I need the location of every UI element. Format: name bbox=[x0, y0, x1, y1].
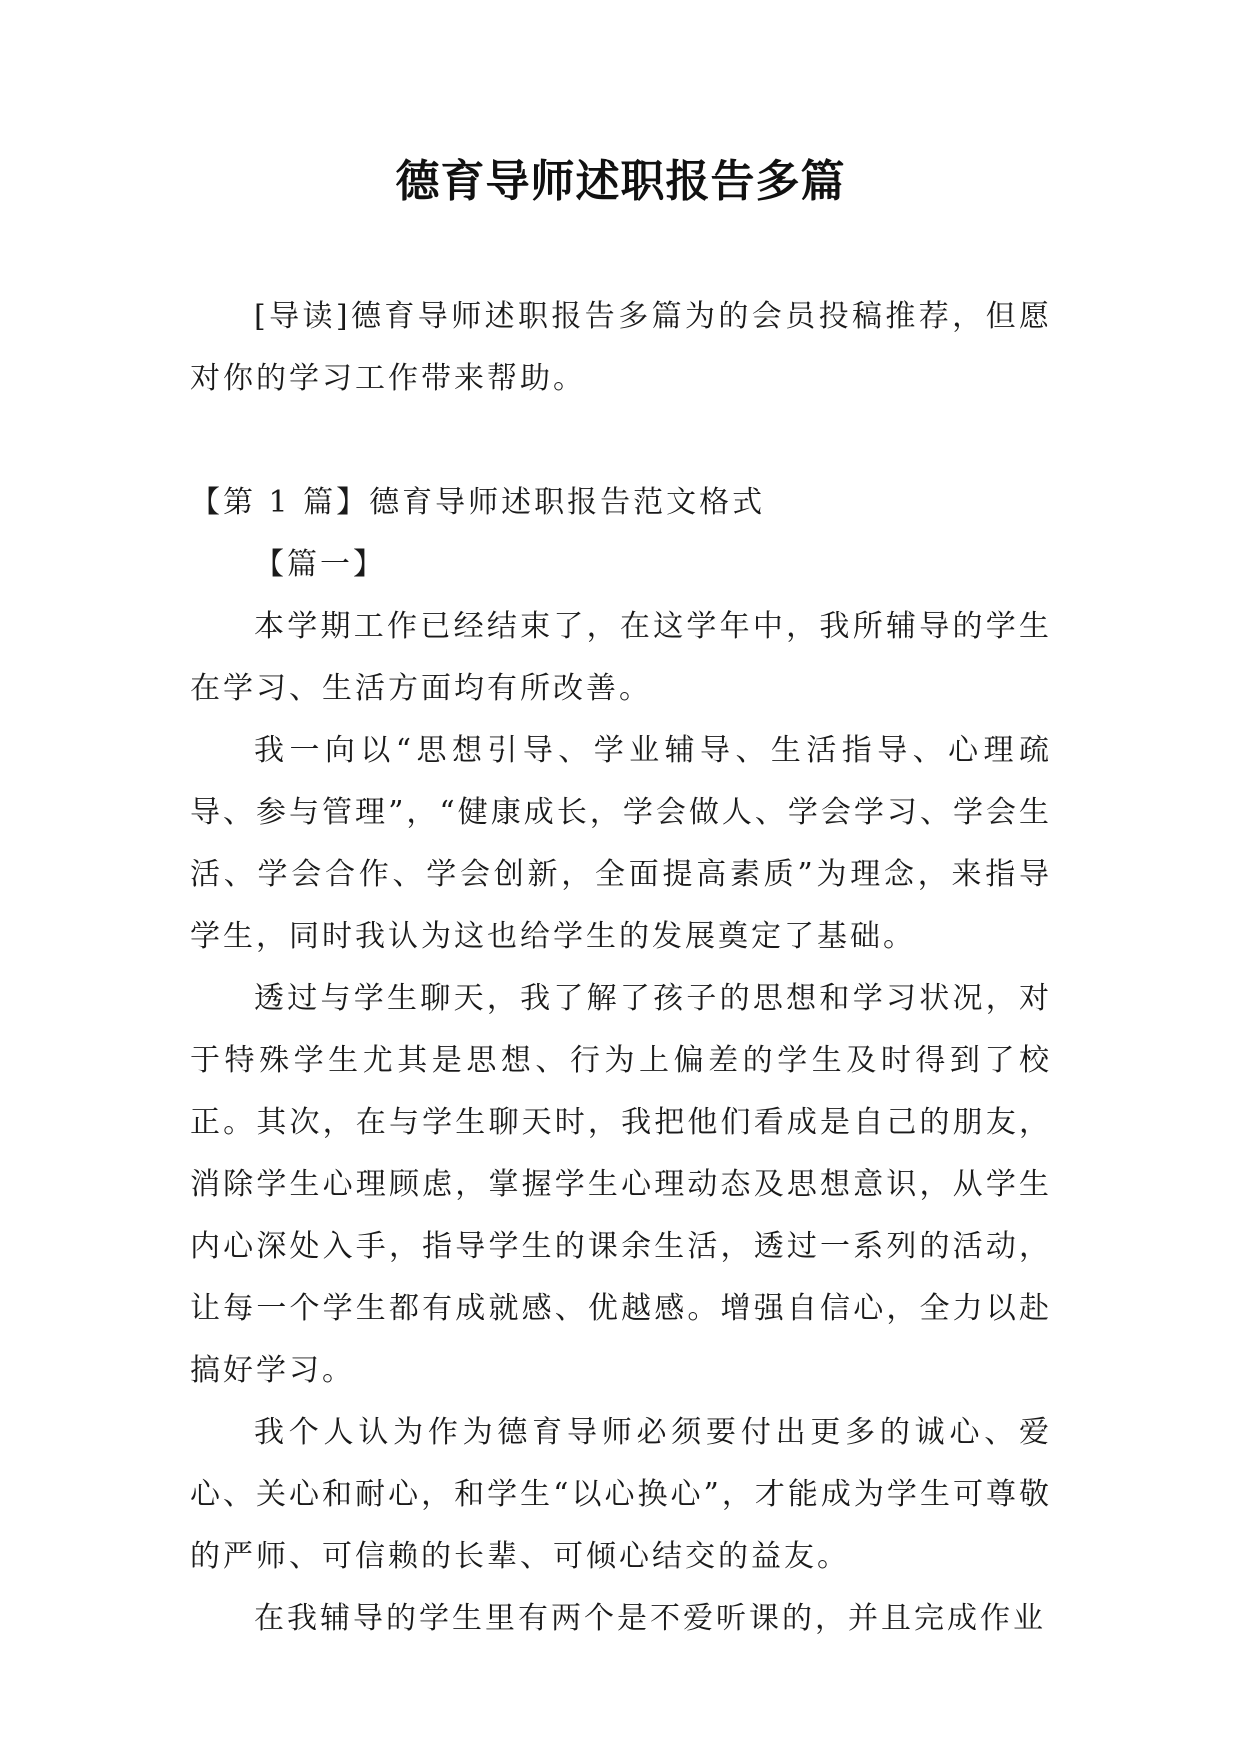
body-paragraph: 透过与学生聊天，我了解了孩子的思想和学习状况，对于特殊学生尤其是思想、行为上偏差的学生及时得到了校正。其次，在与学生聊天时，我把他们看成是自己的朋友，消除学生心理顾虑，掌握学生心理动态及思想意识，从学生内心深处入手，指导学生的课余生活，透过一系列的活动，让每一个学生都有成就感、优越感。增强自信心，全力以赴搞好学习。 bbox=[190, 981, 1052, 1388]
intro-paragraph: [导读]德育导师述职报告多篇为的会员投稿推荐，但愿对你的学习工作带来帮助。 bbox=[190, 299, 1052, 396]
section-heading: 【第 1 篇】德育导师述职报告范文格式 bbox=[190, 485, 766, 520]
document-title: 德育导师述职报告多篇 bbox=[395, 156, 846, 207]
body-paragraph: 我一向以“思想引导、学业辅导、生活指导、心理疏导、参与管理”，“健康成长，学会做人、学会学习、学会生活、学会合作、学会创新，全面提高素质”为理念，来指导学生，同时我认为这也给学生的发展奠定了基础。 bbox=[190, 733, 1052, 954]
sub-heading: 【篇一】 bbox=[254, 547, 386, 582]
document-body bbox=[190, 286, 1052, 1650]
body-paragraph: 本学期工作已经结束了，在这学年中，我所辅导的学生在学习、生活方面均有所改善。 bbox=[190, 609, 1052, 706]
body-paragraph: 在我辅导的学生里有两个是不爱听课的，并且完成作业 bbox=[254, 1601, 1046, 1636]
body-paragraph: 我个人认为作为德育导师必须要付出更多的诚心、爱心、关心和耐心，和学生“以心换心”，才能成为学生可尊敬的严师、可信赖的长辈、可倾心结交的益友。 bbox=[190, 1415, 1052, 1574]
